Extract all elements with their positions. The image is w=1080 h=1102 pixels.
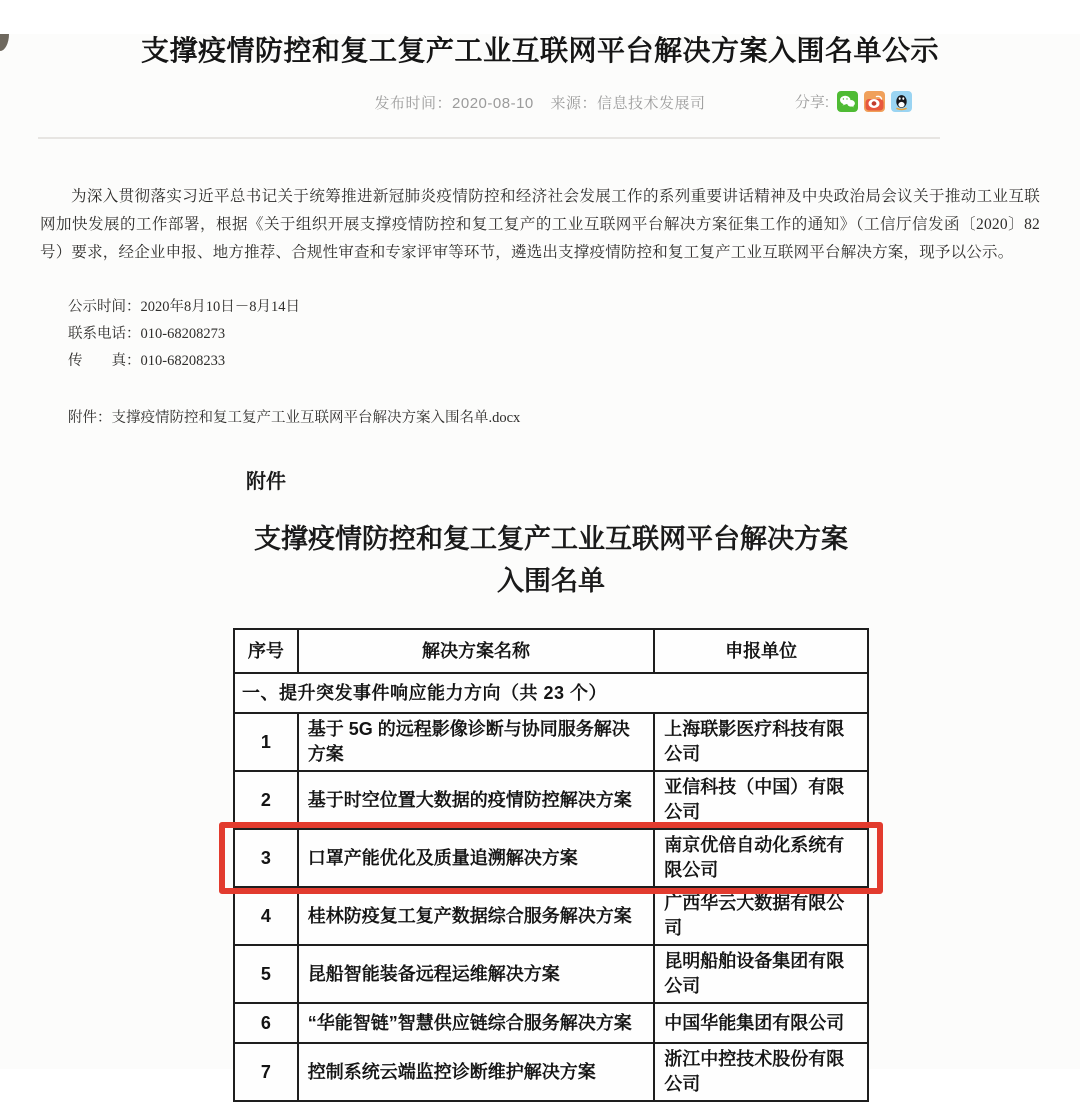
table-row: [234, 1043, 868, 1101]
cell-solution-name: 桂林防疫复工复产数据综合服务解决方案: [298, 887, 654, 945]
wechat-icon[interactable]: [837, 91, 858, 112]
table-row: [234, 771, 868, 829]
shortlist-table: [233, 628, 869, 1102]
cell-solution-name: 基于 5G 的远程影像诊断与协同服务解决方案: [298, 713, 654, 771]
cell-solution-name: 口罩产能优化及质量追溯解决方案: [298, 829, 654, 887]
cell-solution-name: “华能智链”智慧供应链综合服务解决方案: [298, 1003, 654, 1043]
publish-time: 发布时间：2020-08-10: [374, 95, 534, 112]
article-paragraph: 为深入贯彻落实习近平总书记关于统筹推进新冠肺炎疫情防控和经济社会发展工作的系列重要讲话精神及中央政治局会议关于推动工业互联网加快发展的工作部署，根据《关于组织开展支撑疫情防控和复工复产的工业互联网平台解决方案征集工作的通知》（工信厅信发函〔2020〕82号）要求，经企业申报、地方推荐、合规性审查和专家评审等环节，遴选出支撑疫情防控和复工复产工业互联网平台解决方案，现予以公示。: [40, 188, 1040, 261]
contact-info: [40, 299, 1040, 370]
cell-solution-name: 控制系统云端监控诊断维护解决方案: [298, 1043, 654, 1101]
contact-phone: 联系电话：010-68208273: [68, 326, 226, 342]
notice-period: 公示时间：2020年8月10日－8月14日: [68, 299, 300, 315]
cell-no: 5: [234, 945, 298, 1003]
attachment-table-wrap: [233, 628, 869, 1102]
doc-title-line2: 入围名单: [497, 566, 605, 596]
cell-solution-name: 基于时空位置大数据的疫情防控解决方案: [298, 771, 654, 829]
table-section-row: [234, 673, 868, 713]
cell-no: 7: [234, 1043, 298, 1101]
weibo-icon[interactable]: [864, 91, 885, 112]
section-label: 一、提升突发事件响应能力方向（共 23 个）: [234, 673, 868, 713]
cell-no: 1: [234, 713, 298, 771]
header-cell-name: 解决方案名称: [298, 629, 654, 673]
fax-number: 传 真：010-68208233: [68, 353, 226, 369]
cell-org: 上海联影医疗科技有限公司: [654, 713, 868, 771]
page-title: 支撑疫情防控和复工复产工业互联网平台解决方案入围名单公示: [140, 35, 939, 66]
article-body: [40, 183, 1040, 427]
table-header-row: [234, 629, 868, 673]
source-label: 来源：信息技术发展司: [550, 95, 706, 112]
header-cell-org: 申报单位: [654, 629, 868, 673]
cell-no: 4: [234, 887, 298, 945]
cell-no: 2: [234, 771, 298, 829]
attachment-line: [68, 406, 1040, 427]
table-row-highlighted: [234, 829, 868, 887]
cell-org: 广西华云大数据有限公司: [654, 887, 868, 945]
cell-org: 中国华能集团有限公司: [654, 1003, 868, 1043]
table-row: [234, 945, 868, 1003]
doc-title-line1: 支撑疫情防控和复工复产工业互联网平台解决方案: [254, 524, 848, 554]
table-row: [234, 887, 868, 945]
doc-attachment-label: 附件: [246, 471, 286, 493]
header-divider: [38, 137, 940, 139]
table-row: [234, 713, 868, 771]
cell-no: 6: [234, 1003, 298, 1043]
share-bar: [795, 91, 912, 112]
meta-row: [0, 92, 1080, 116]
share-label: 分享:: [794, 94, 829, 111]
cell-org: 浙江中控技术股份有限公司: [654, 1043, 868, 1101]
cell-org: 亚信科技（中国）有限公司: [654, 771, 868, 829]
header-cell-no: 序号: [234, 629, 298, 673]
corner-mark: [0, 34, 9, 51]
doc-title: [0, 518, 1080, 602]
attachment-file-link[interactable]: 支撑疫情防控和复工复产工业互联网平台解决方案入围名单.docx: [111, 410, 521, 426]
cell-org: 南京优倍自动化系统有限公司: [654, 829, 868, 887]
page: [0, 34, 1080, 1094]
qq-icon[interactable]: [891, 91, 912, 112]
meta-info: [0, 92, 1080, 113]
attachment-label: 附件：: [68, 410, 112, 426]
cell-no: 3: [234, 829, 298, 887]
attachment-document: [0, 465, 1080, 1102]
cell-solution-name: 昆船智能装备远程运维解决方案: [298, 945, 654, 1003]
table-row: [234, 1003, 868, 1043]
cell-org: 昆明船舶设备集团有限公司: [654, 945, 868, 1003]
